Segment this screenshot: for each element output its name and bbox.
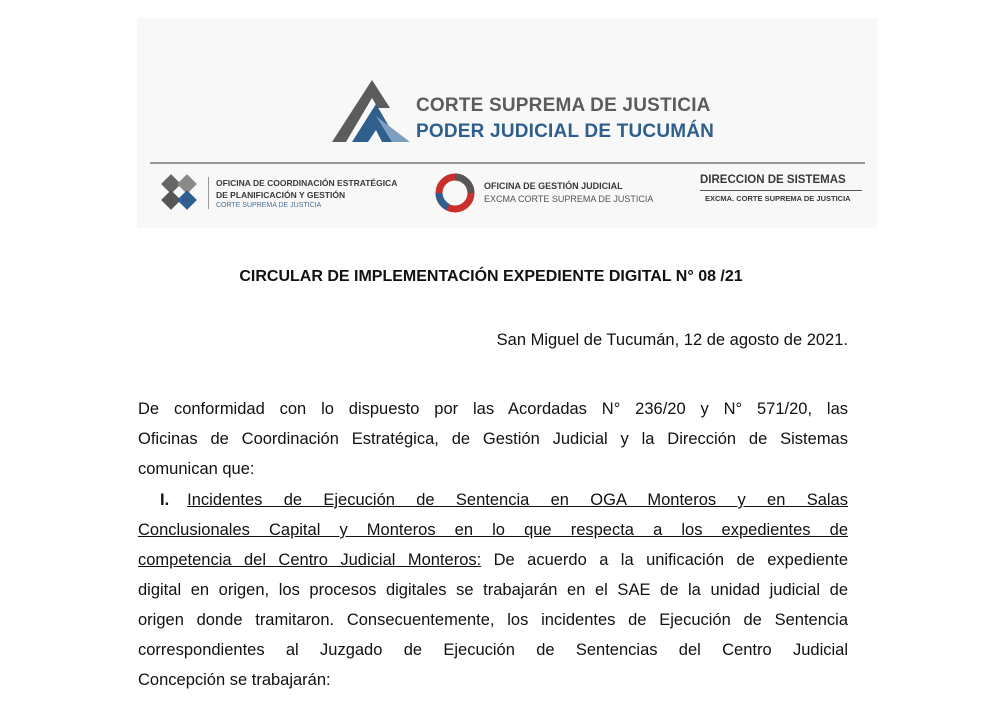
- ocep-line-2: DE PLANIFICACIÓN Y GESTIÓN: [216, 190, 346, 200]
- corte-suprema-a-icon: [332, 80, 410, 142]
- section-1-line-6: correspondientes al Juzgado de Ejecución de Sentencias del Centro Judicial: [138, 641, 848, 659]
- ds-line-2: EXCMA. CORTE SUPREMA DE JUSTICIA: [705, 194, 851, 203]
- section-heading-part-2: Conclusionales Capital y Monteros en lo que respecta a los expedientes de: [138, 521, 848, 539]
- document-date: San Miguel de Tucumán, 12 de agosto de 2021.: [496, 331, 848, 349]
- section-body-part-1: De acuerdo a la unificación de expediente: [481, 551, 848, 569]
- section-heading-part-1: Incidentes de Ejecución de Sentencia en OGA Monteros y en Salas: [187, 491, 848, 509]
- ocep-separator: [208, 177, 209, 209]
- main-subtitle: PODER JUDICIAL DE TUCUMÁN: [416, 121, 715, 142]
- section-1-line-1: [138, 485, 848, 515]
- puzzle-icon: [160, 173, 200, 213]
- header-divider: [150, 162, 865, 164]
- main-title: CORTE SUPREMA DE JUSTICIA: [416, 95, 711, 116]
- ds-rule: [700, 190, 862, 191]
- ds-line-1: DIRECCION DE SISTEMAS: [700, 174, 846, 186]
- intro-line-2: Oficinas de Coordinación Estratégica, de Gestión Judicial y la Dirección de Sistemas: [138, 430, 848, 448]
- ocep-line-1: OFICINA DE COORDINACIÓN ESTRATÉGICA: [216, 178, 398, 188]
- section-1-line-4: digital en origen, los procesos digitales se trabajarán en el SAE de la unidad judicial de: [138, 581, 848, 599]
- intro-line-3: comunican que:: [138, 460, 255, 478]
- intro-line-1: De conformidad con lo dispuesto por las Acordadas N° 236/20 y N° 571/20, las: [138, 400, 848, 418]
- section-1-line-2: [138, 515, 848, 545]
- ocep-line-3: CORTE SUPREMA DE JUSTICIA: [216, 202, 322, 209]
- section-1-line-5: origen donde tramitaron. Consecuentemente, los incidentes de Ejecución de Sentencia: [138, 611, 848, 629]
- ogj-line-2: EXCMA CORTE SUPREMA DE JUSTICIA: [484, 194, 654, 204]
- section-1-paragraph: [138, 485, 848, 695]
- section-number: I.: [160, 491, 170, 509]
- intro-paragraph: [138, 394, 848, 484]
- ring-icon: [434, 172, 476, 214]
- section-1-line-7: Concepción se trabajarán:: [138, 671, 331, 689]
- section-heading-part-3: competencia del Centro Judicial Monteros:: [138, 551, 482, 569]
- ogj-line-1: OFICINA DE GESTIÓN JUDICIAL: [484, 181, 623, 191]
- section-1-line-3: [138, 545, 848, 575]
- document-title: CIRCULAR DE IMPLEMENTACIÓN EXPEDIENTE DIGITAL N° 08 /21: [239, 268, 743, 285]
